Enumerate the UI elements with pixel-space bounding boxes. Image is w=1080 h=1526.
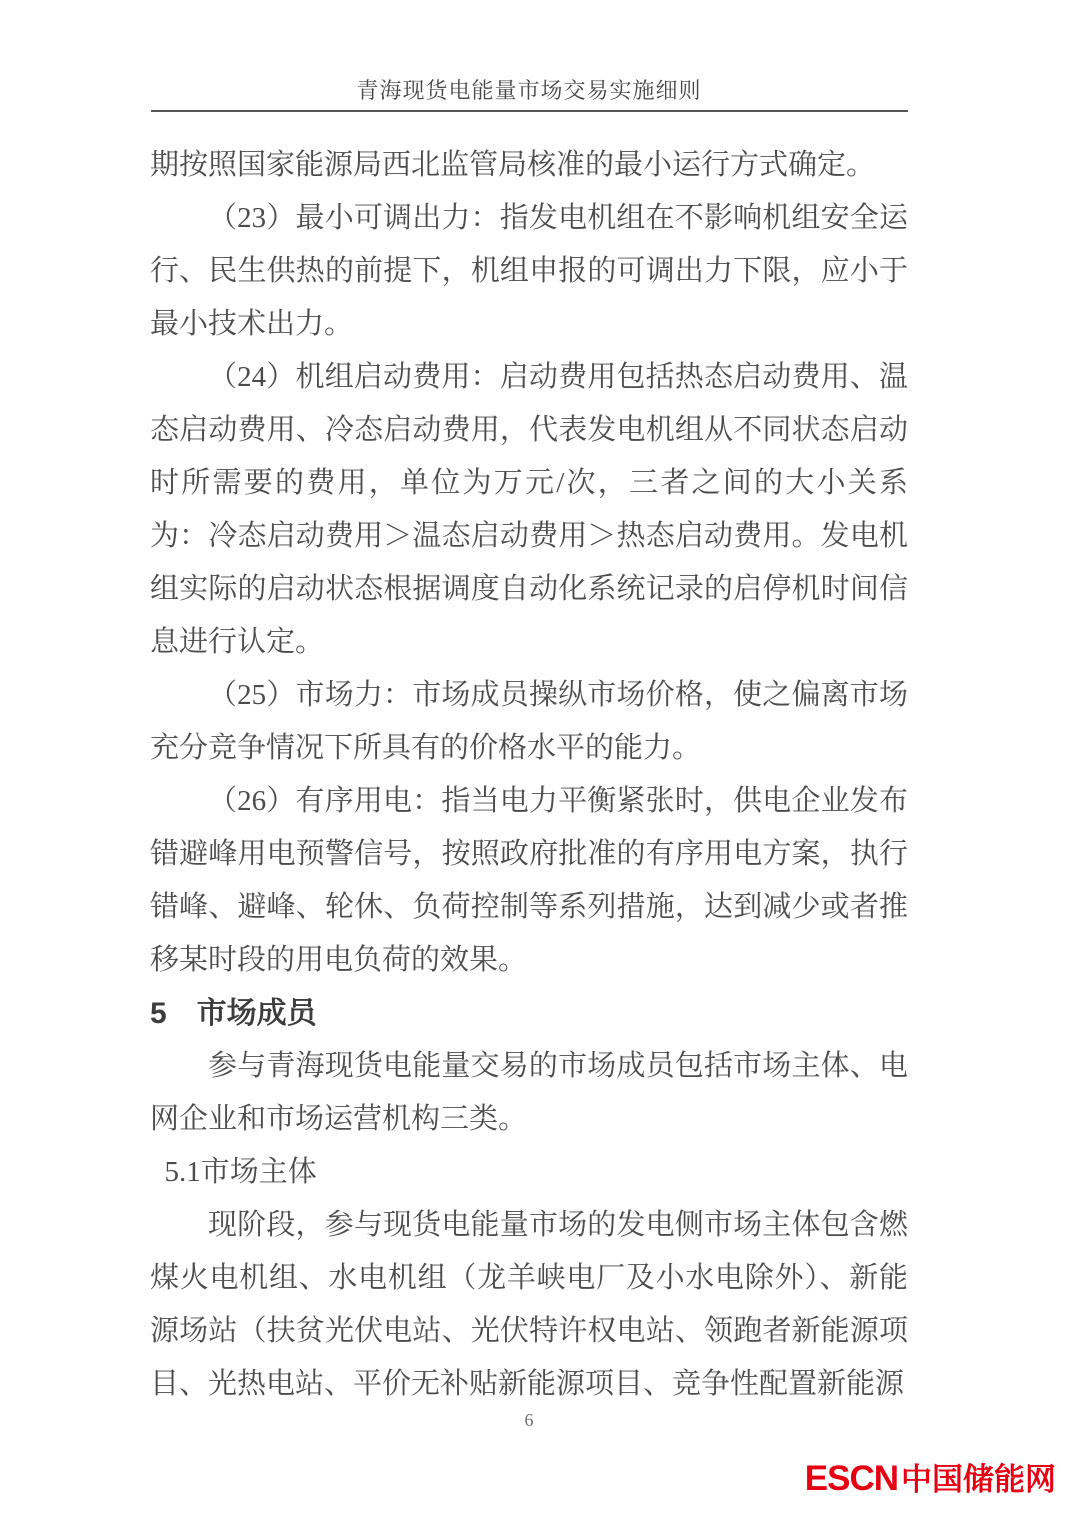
page-number: 6 [524, 1410, 534, 1430]
section-heading: 5 市场成员 [150, 997, 317, 1030]
paragraph: 期按照国家能源局西北监管局核准的最小运行方式确定。 [150, 149, 876, 181]
paragraph: 参与青海现货电能量交易的市场成员包括市场主体、电网企业和市场运营机构三类。 [150, 1050, 908, 1135]
escn-logo-latin: ESCN [804, 1459, 898, 1498]
document-body [150, 139, 908, 1411]
paragraph: 现阶段，参与现货电能量市场的发电侧市场主体包含燃煤火电机组、水电机组（龙羊峡电厂及小水电除外）、新能源场站（扶贫光伏电站、光伏特许权电站、领跑者新能源项目、光热电站、平价无补贴新能源项目、竞争性配置新能源 [150, 1209, 908, 1400]
escn-logo-cjk: 中国储能网 [901, 1462, 1056, 1497]
escn-logo [804, 1459, 1056, 1503]
header-rule [151, 110, 908, 112]
paragraph: （23）最小可调出力：指发电机组在不影响机组安全运行、民生供热的前提下，机组申报的可调出力下限，应小于最小技术出力。 [150, 202, 908, 340]
paragraph: （26）有序用电：指当电力平衡紧张时，供电企业发布错避峰用电预警信号，按照政府批准的有序用电方案，执行错峰、避峰、轮休、负荷控制等系列措施，达到减少或者推移某时段的用电负荷的效果。 [150, 785, 908, 976]
running-header-title: 青海现货电能量市场交易实施细则 [356, 78, 702, 103]
paragraph: （24）机组启动费用：启动费用包括热态启动费用、温态启动费用、冷态启动费用，代表发电机组从不同状态启动时所需要的费用，单位为万元/次，三者之间的大小关系为：冷态启动费用＞温态启动费用＞热态启动费用。发电机组实际的启动状态根据调度自动化系统记录的启停机时间信息进行认定。 [150, 361, 908, 658]
paragraph: （25）市场力：市场成员操纵市场价格，使之偏离市场充分竞争情况下所具有的价格水平的能力。 [150, 679, 908, 764]
section-heading: 5.1市场主体 [164, 1156, 317, 1188]
